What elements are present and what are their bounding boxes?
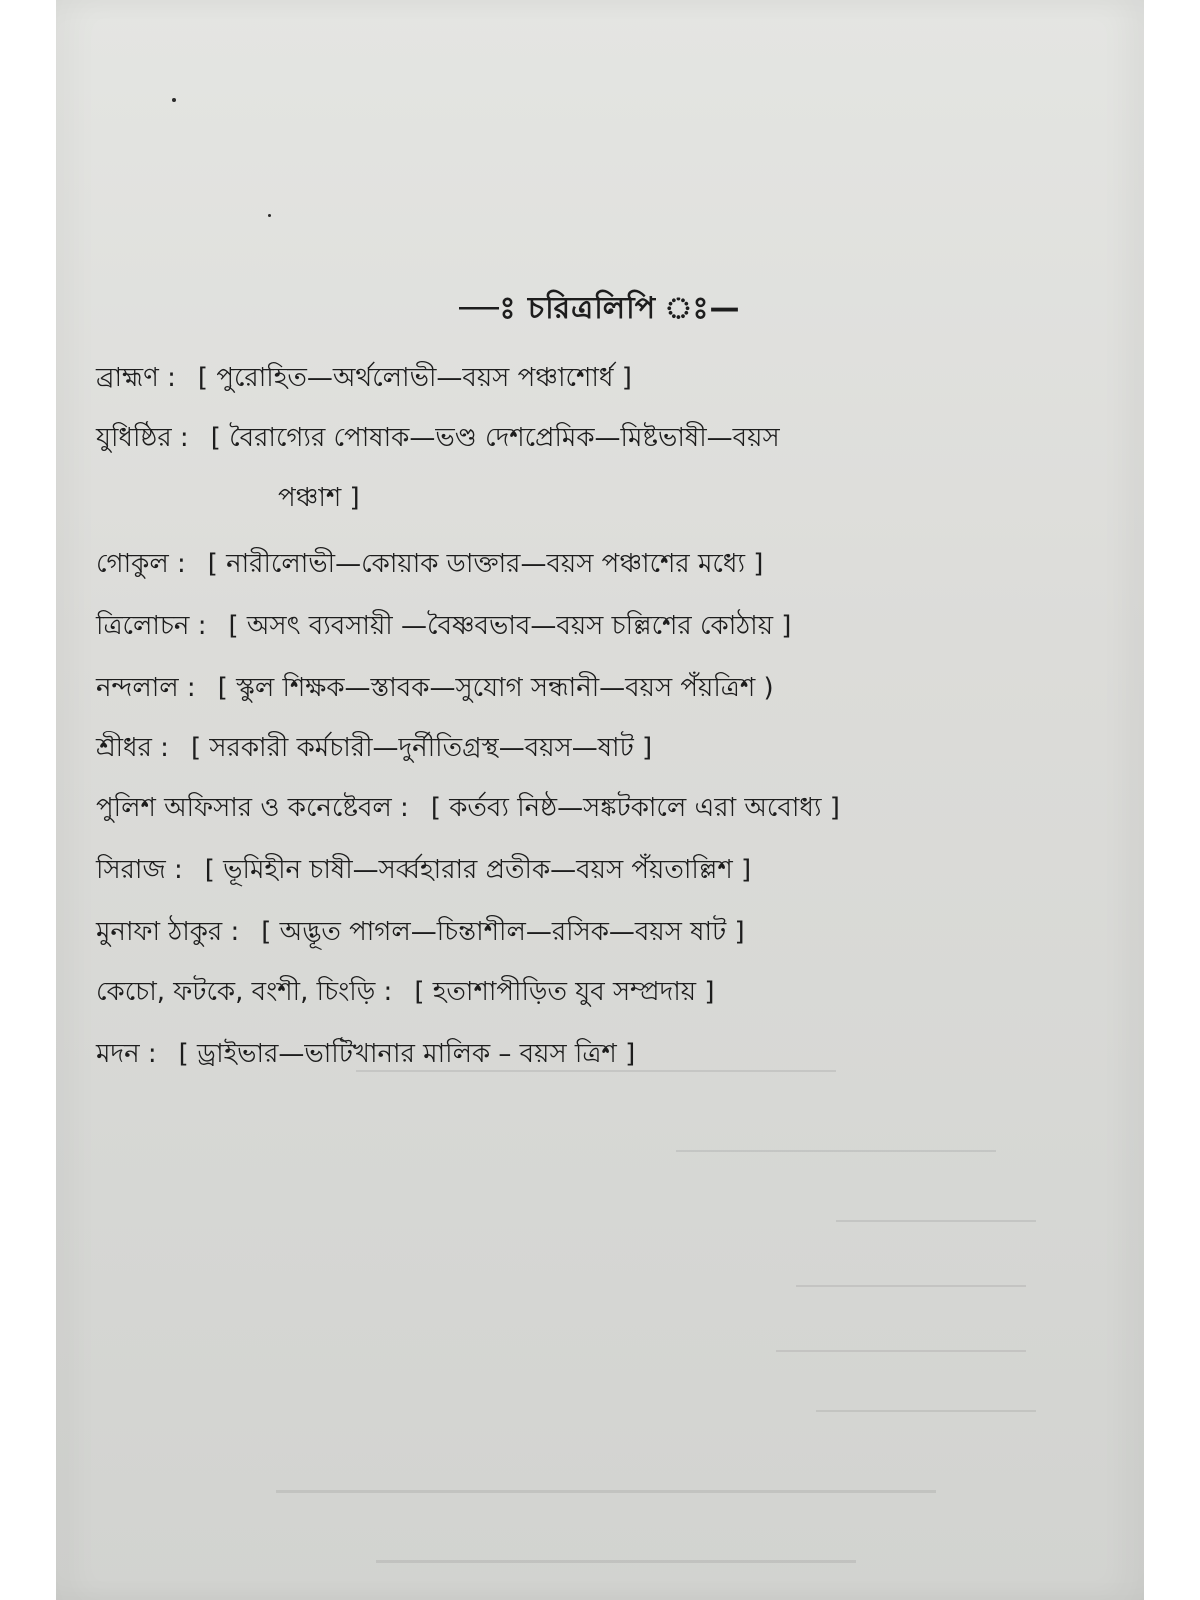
character-description: [ ভূমিহীন চাষী—সর্ব্বহারার প্রতীক—বয়স পঁয়তাল্লিশ ]: [204, 855, 752, 885]
reverse-side-bleed-through: [56, 1060, 1144, 1600]
character-name: গোকুল :: [96, 549, 186, 579]
character-name: নন্দলাল :: [96, 673, 196, 703]
page-title: —ঃ চরিত্রলিপি ঃ—: [459, 291, 741, 326]
character-name: সিরাজ :: [96, 855, 183, 885]
character-entry: [96, 974, 715, 1010]
character-description: [ বৈরাগ্যের পোষাক—ভণ্ড দেশপ্রেমিক—মিষ্টভাষী—বয়স: [210, 423, 780, 453]
character-description: [ সরকারী কর্মচারী—দুর্নীতিগ্রস্থ—বয়স—ষাট ]: [190, 733, 653, 763]
bleed-mark: [816, 1410, 1036, 1430]
bleed-mark: [376, 1560, 856, 1585]
character-entry: [96, 420, 780, 456]
character-name: কেচো, ফটকে, বংশী, চিংড়ি :: [96, 977, 393, 1007]
bleed-mark: [836, 1220, 1036, 1240]
book-page: [56, 0, 1144, 1600]
character-name: মুনাফা ঠাকুর :: [96, 917, 240, 947]
character-entry: [96, 852, 751, 888]
character-entry: [96, 730, 652, 766]
character-description: [ ড্রাইভার—ভাটিখানার মালিক – বয়স ত্রিশ ]: [178, 1039, 636, 1069]
character-entry: [96, 546, 763, 582]
character-description: [ স্কুল শিক্ষক—স্তাবক—সুযোগ সন্ধানী—বয়স পঁয়ত্রিশ ): [217, 673, 774, 703]
character-description: [ পুরোহিত—অর্থলোভী—বয়স পঞ্চাশোর্ধ ]: [197, 363, 632, 393]
ink-speck: [172, 98, 176, 102]
character-entry: [96, 670, 774, 706]
character-name: ত্রিলোচন :: [96, 611, 207, 641]
bleed-mark: [276, 1490, 936, 1515]
character-entry: [96, 608, 791, 644]
character-description: [ কর্তব্য নিষ্ঠ—সঙ্কটকালে এরা অবোধ্য ]: [430, 793, 840, 823]
character-entry: [96, 790, 840, 826]
ink-speck: [268, 214, 271, 217]
character-name: পুলিশ অফিসার ও কনেষ্টেবল :: [96, 793, 409, 823]
character-name: যুধিষ্ঠির :: [96, 423, 189, 453]
character-description-continued: পঞ্চাশ ]: [278, 483, 360, 513]
character-description: [ অসৎ ব্যবসায়ী —বৈষ্ণবভাব—বয়স চল্লিশের কোঠায় ]: [228, 611, 792, 641]
bleed-mark: [796, 1285, 1026, 1305]
character-name: মদন :: [96, 1039, 157, 1069]
bleed-mark: [356, 1070, 836, 1094]
character-name: শ্রীধর :: [96, 733, 169, 763]
character-description: [ নারীলোভী—কোয়াক ডাক্তার—বয়স পঞ্চাশের মধ্যে ]: [207, 549, 764, 579]
character-entry: [96, 914, 745, 950]
bleed-mark: [776, 1350, 1026, 1370]
character-description: [ হতাশাপীড়িত যুব সম্প্রদায় ]: [414, 977, 715, 1007]
bleed-mark: [676, 1150, 996, 1170]
character-name: ব্রাহ্মণ :: [96, 363, 176, 393]
character-description: [ অদ্ভূত পাগল—চিন্তাশীল—রসিক—বয়স ষাট ]: [261, 917, 745, 947]
character-entry: [96, 360, 632, 396]
